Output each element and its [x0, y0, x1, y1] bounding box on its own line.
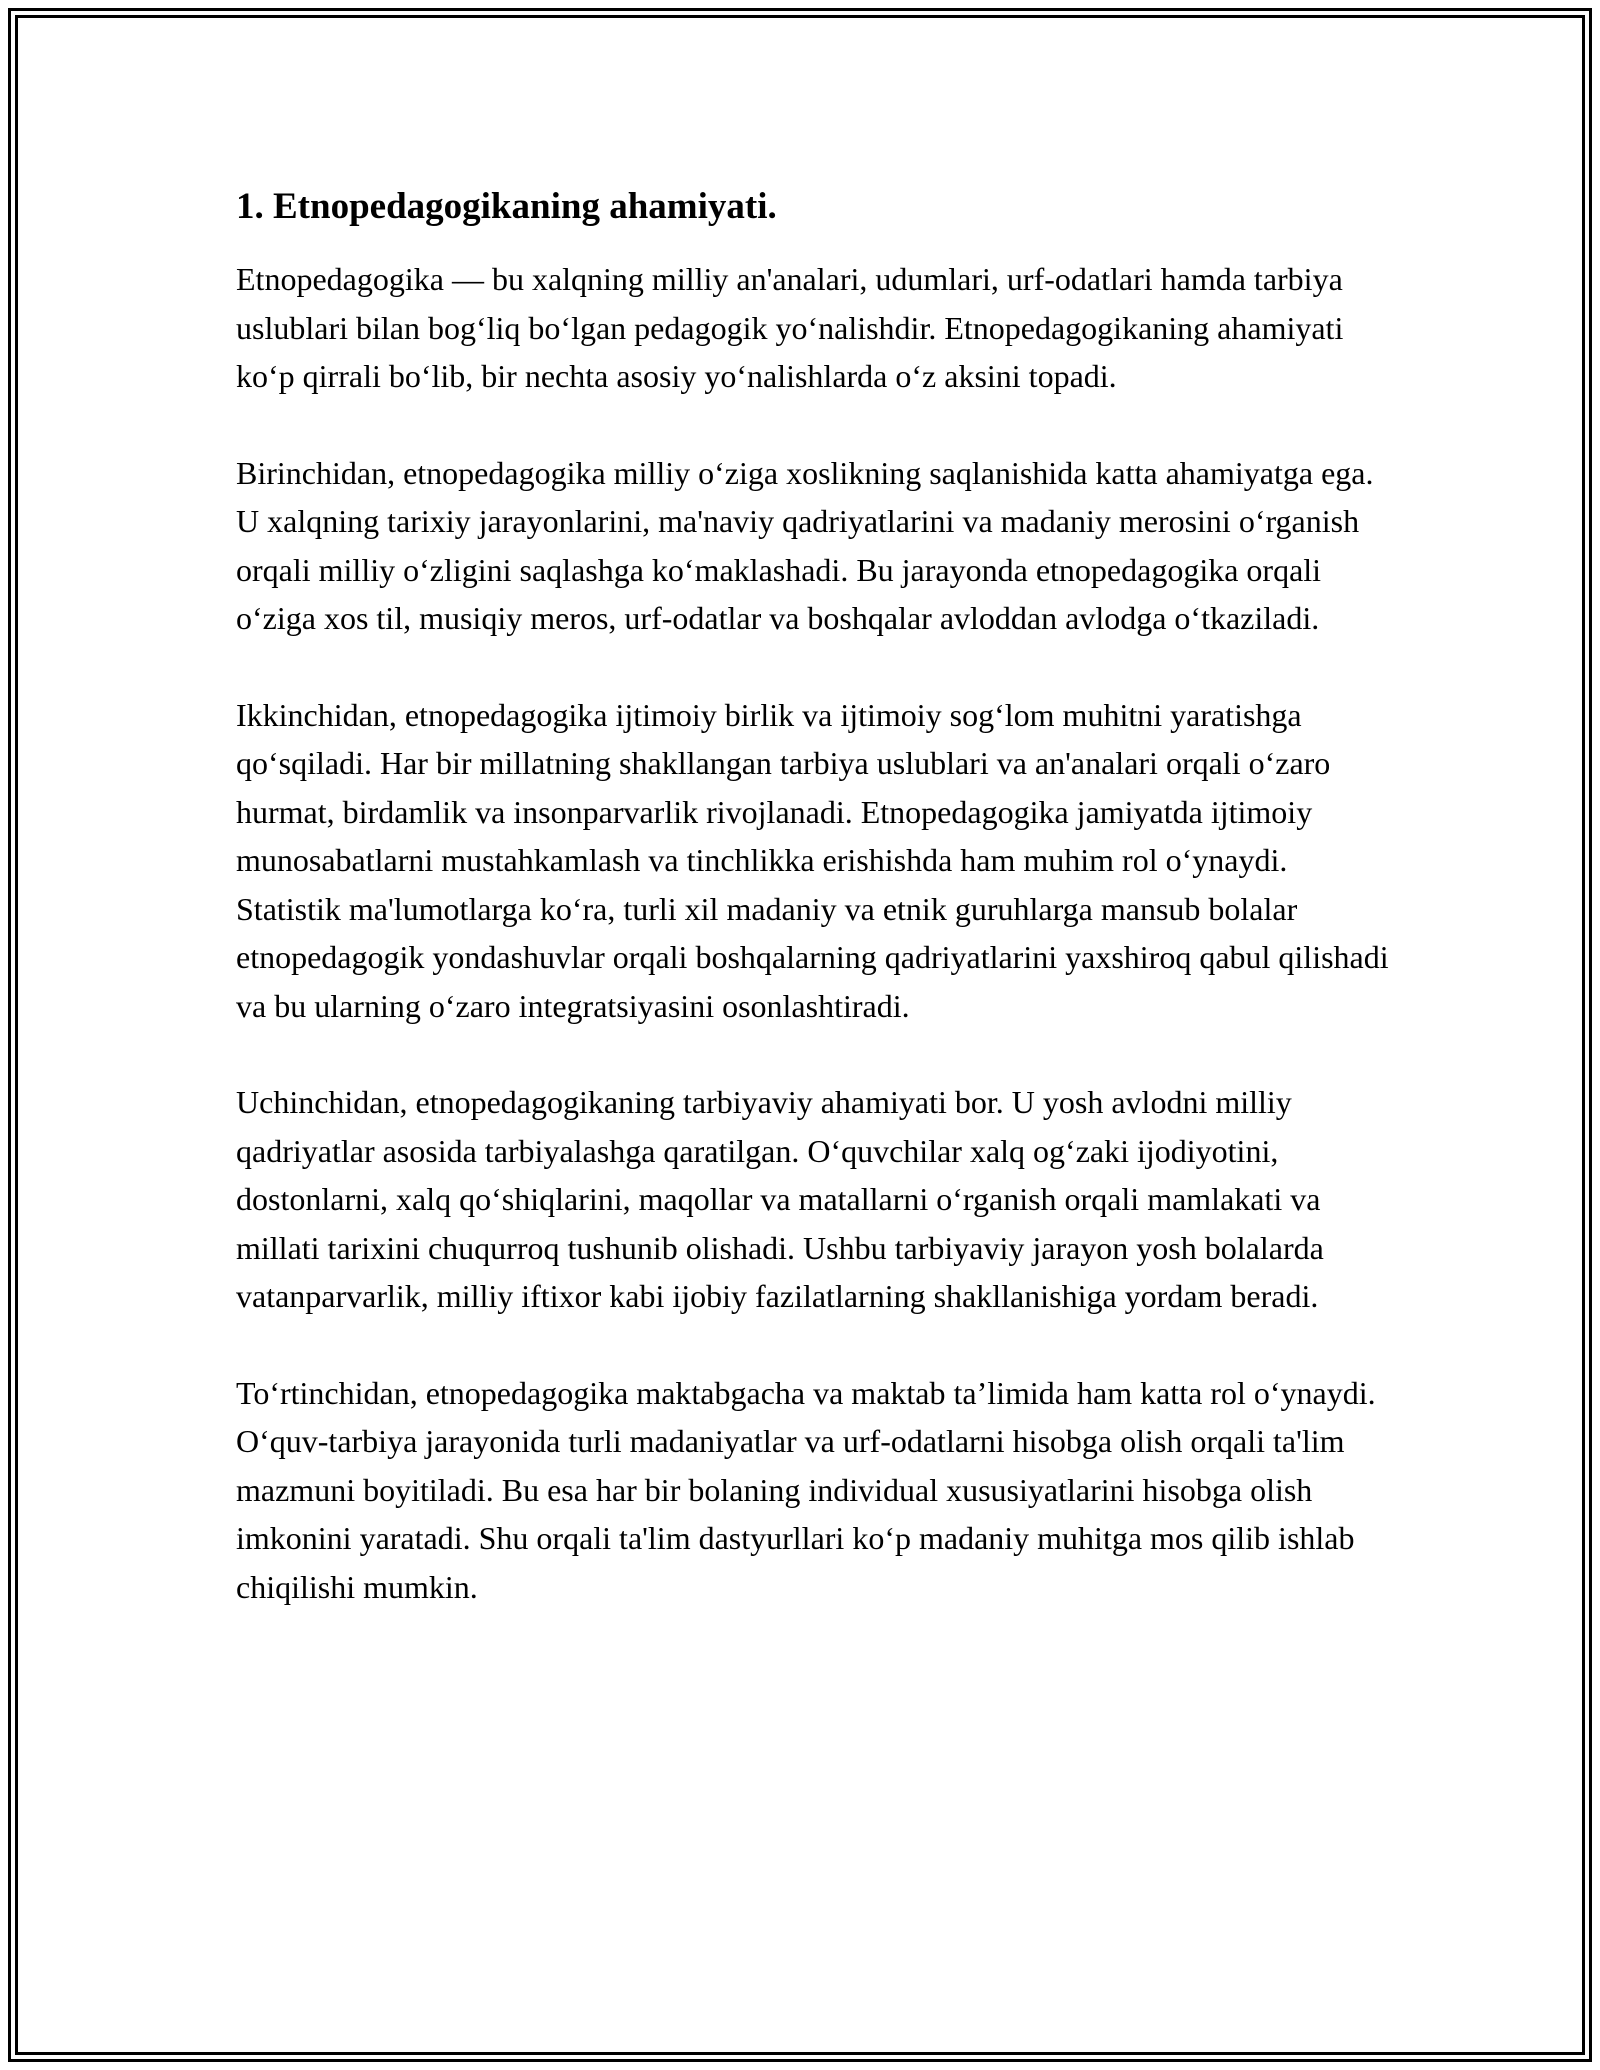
document-body — [236, 183, 1396, 1659]
paragraph-fourth: To‘rtinchidan, etnopedagogika maktabgacha va maktab ta’limida ham katta rol o‘ynaydi. O‘quv-tarbiya jarayonida turli madaniyatlar va urf-odatlarni hisobga olish orqali ta'lim mazmuni boyitiladi. Bu esa har bir bolaning individual xususiyatlarini hisobga olish imkonini yaratadi. Shu orqali ta'lim dastyurllari ko‘p madaniy muhitga mos qilib ishlab chiqilishi mumkin. — [236, 1374, 1376, 1605]
section-heading: 1. Etnopedagogikaning ahamiyati. — [236, 186, 777, 227]
paragraph-second: Ikkinchidan, etnopedagogika ijtimoiy birlik va ijtimoiy sog‘lom muhitni yaratishga qo‘sqiladi. Har bir millatning shakllangan tarbiya uslublari va an'analari orqali o‘zaro hurmat, birdamlik va insonparvarlik rivojlanadi. Etnopedagogika jamiyatda ijtimoiy munosabatlarni mustahkamlash va tinchlikka erishishda ham muhim rol o‘ynaydi. Statistik ma'lumotlarga ko‘ra, turli xil madaniy va etnik guruhlarga mansub bolalar etnopedagogik yondashuvlar orqali boshqalarning qadriyatlarini yaxshiroq qabul qilishadi va bu ularning o‘zaro integratsiyasini osonlashtiradi. — [236, 696, 1389, 1024]
paragraph-first: Birinchidan, etnopedagogika milliy o‘ziga xoslikning saqlanishida katta ahamiyatga ega. U xalqning tarixiy jarayonlarini, ma'naviy qadriyatlarini va madaniy merosini o‘rganish orqali milliy o‘zligini saqlashga ko‘maklashadi. Bu jarayonda etnopedagogika orqali o‘ziga xos til, musiqiy meros, urf-odatlar va boshqalar avloddan avlodga o‘tkaziladi. — [236, 454, 1374, 636]
paragraph-intro: Etnopedagogika — bu xalqning milliy an'analari, udumlari, urf-odatlari hamda tarbiya uslublari bilan bog‘liq bo‘lgan pedagogik yo‘nalishdir. Etnopedagogikaning ahamiyati ko‘p qirrali bo‘lib, bir nechta asosiy yo‘nalishlarda o‘z aksini topadi. — [236, 261, 1344, 394]
paragraph-third: Uchinchidan, etnopedagogikaning tarbiyaviy ahamiyati bor. U yosh avlodni milliy qadriyatlar asosida tarbiyalashga qaratilgan. O‘quvchilar xalq og‘zaki ijodiyotini, dostonlarni, xalq qo‘shiqlarini, maqollar va matallarni o‘rganish orqali mamlakati va millati tarixini chuqurroq tushunib olishadi. Ushbu tarbiyaviy jarayon yosh bolalarda vatanparvarlik, milliy iftixor kabi ijobiy fazilatlarning shakllanishiga yordam beradi. — [236, 1084, 1324, 1314]
